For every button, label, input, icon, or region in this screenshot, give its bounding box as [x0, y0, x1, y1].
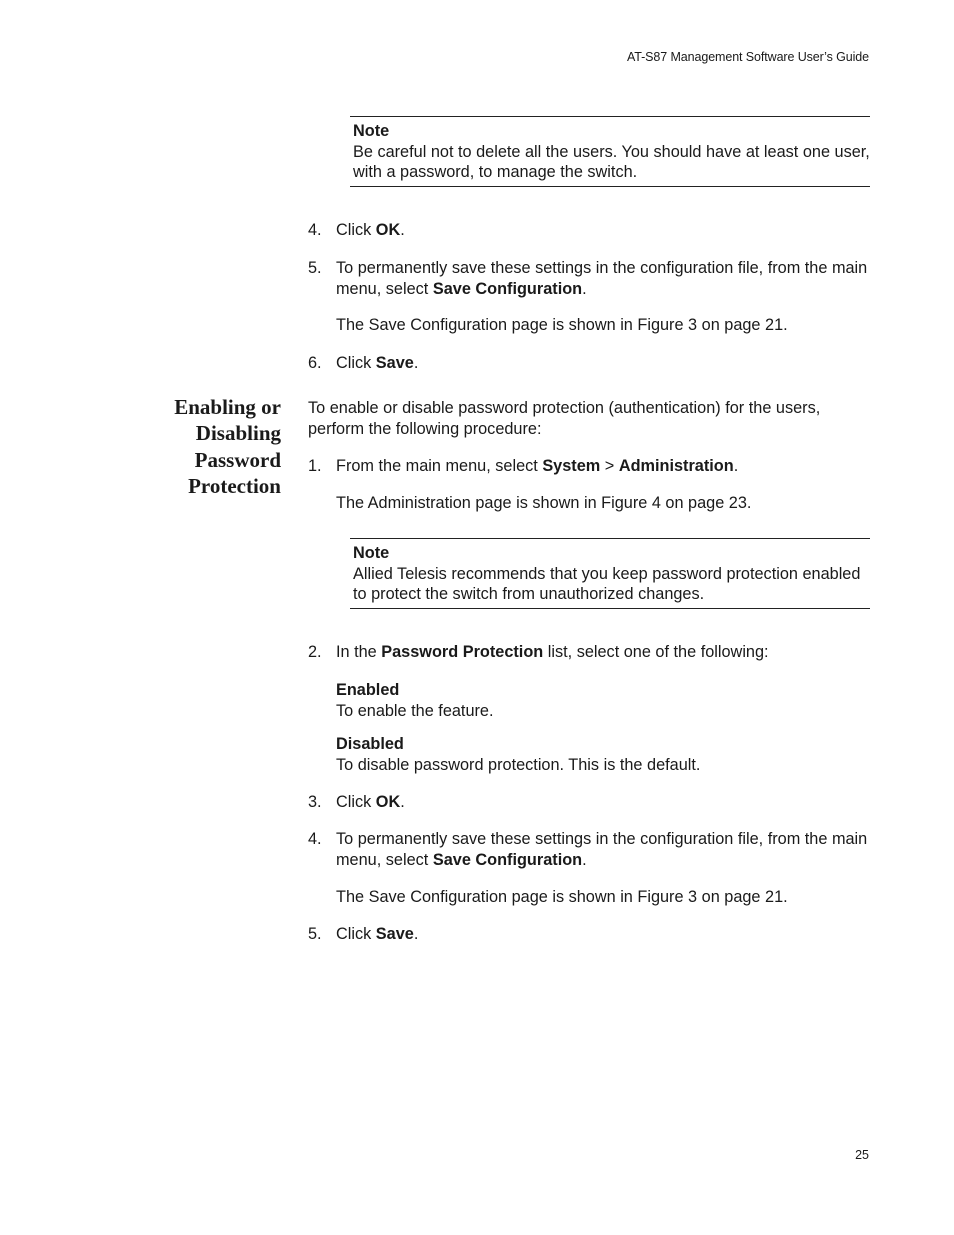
- section-intro: To enable or disable password protection (authentication) for the users, perform the following procedure:: [308, 399, 821, 438]
- step-text: To permanently save these settings in the configuration file, from the main menu, select: [336, 259, 868, 298]
- step-number: 5.: [308, 925, 322, 943]
- ui-label-save-configuration: Save Configuration: [432, 279, 583, 298]
- step-text: .: [413, 354, 419, 372]
- option-term: Disabled: [336, 735, 404, 753]
- step-text: .: [733, 457, 739, 475]
- step-text: .: [582, 279, 587, 298]
- heading-line: Protection: [188, 473, 281, 498]
- step-6-click-save: [308, 353, 870, 374]
- figure-reference: The Save Configuration page is shown in Figure 3 on page 21.: [336, 316, 788, 334]
- ui-label-system: System: [542, 457, 601, 475]
- note-title: Note: [353, 544, 390, 562]
- step-number: 4.: [308, 221, 322, 239]
- ui-label-save-configuration: Save Configuration: [432, 850, 583, 869]
- section-heading: [130, 394, 281, 499]
- step-text: To permanently save these settings in the configuration file, from the main menu, select: [336, 830, 868, 869]
- heading-line: Disabling: [195, 421, 281, 446]
- ui-label-ok: OK: [375, 793, 401, 811]
- step-number: 5.: [308, 259, 322, 277]
- heading-line: Password: [194, 447, 281, 472]
- step-4-click-ok: [308, 220, 870, 241]
- step-number: 3.: [308, 793, 322, 811]
- step-number: 6.: [308, 354, 322, 372]
- step-4-save-configuration: [308, 829, 870, 870]
- step-text: .: [400, 221, 405, 239]
- note-title: Note: [353, 122, 390, 140]
- option-disabled: [336, 734, 870, 775]
- figure-reference: The Save Configuration page is shown in Figure 3 on page 21.: [336, 888, 788, 906]
- ui-label-save: Save: [375, 354, 414, 372]
- heading-line: Enabling or: [174, 395, 281, 419]
- option-enabled: [336, 680, 870, 721]
- figure-reference: The Administration page is shown in Figure 4 on page 23.: [336, 494, 752, 512]
- step-5-click-save: [308, 924, 870, 945]
- ui-label-password-protection: Password Protection: [381, 643, 544, 661]
- step-text: Click: [336, 925, 376, 943]
- running-header: AT-S87 Management Software User’s Guide: [626, 50, 869, 64]
- note-box: [350, 116, 870, 187]
- step-3-click-ok: [308, 792, 870, 813]
- option-term: Enabled: [336, 681, 400, 699]
- step-text: Click: [336, 221, 376, 239]
- step-text: list, select one of the following:: [543, 643, 769, 661]
- step-1-select-administration: [308, 456, 870, 477]
- step-5-save-configuration: [308, 258, 870, 299]
- ui-label-administration: Administration: [618, 457, 734, 475]
- option-description: To enable the feature.: [336, 701, 494, 720]
- step-text: .: [582, 850, 587, 869]
- step-text: >: [600, 457, 619, 475]
- step-text: .: [413, 925, 419, 943]
- step-text: In the: [336, 643, 382, 661]
- ui-label-save: Save: [375, 925, 414, 943]
- note-text: Allied Telesis recommends that you keep password protection enabled to protect the switch from unauthorized changes.: [353, 564, 861, 603]
- step-text: .: [400, 793, 405, 811]
- step-number: 2.: [308, 643, 322, 661]
- note-text: Be careful not to delete all the users. You should have at least one user, with a password, to manage the switch.: [353, 142, 870, 181]
- step-text: Click: [336, 793, 376, 811]
- note-box: [350, 538, 870, 609]
- step-2-password-protection: [308, 642, 870, 663]
- step-text: From the main menu, select: [336, 457, 543, 475]
- step-number: 4.: [308, 830, 322, 848]
- ui-label-ok: OK: [375, 221, 401, 239]
- option-description: To disable password protection. This is the default.: [336, 755, 701, 774]
- step-number: 1.: [308, 457, 322, 475]
- page-number: 25: [855, 1148, 869, 1162]
- step-text: Click: [336, 354, 376, 372]
